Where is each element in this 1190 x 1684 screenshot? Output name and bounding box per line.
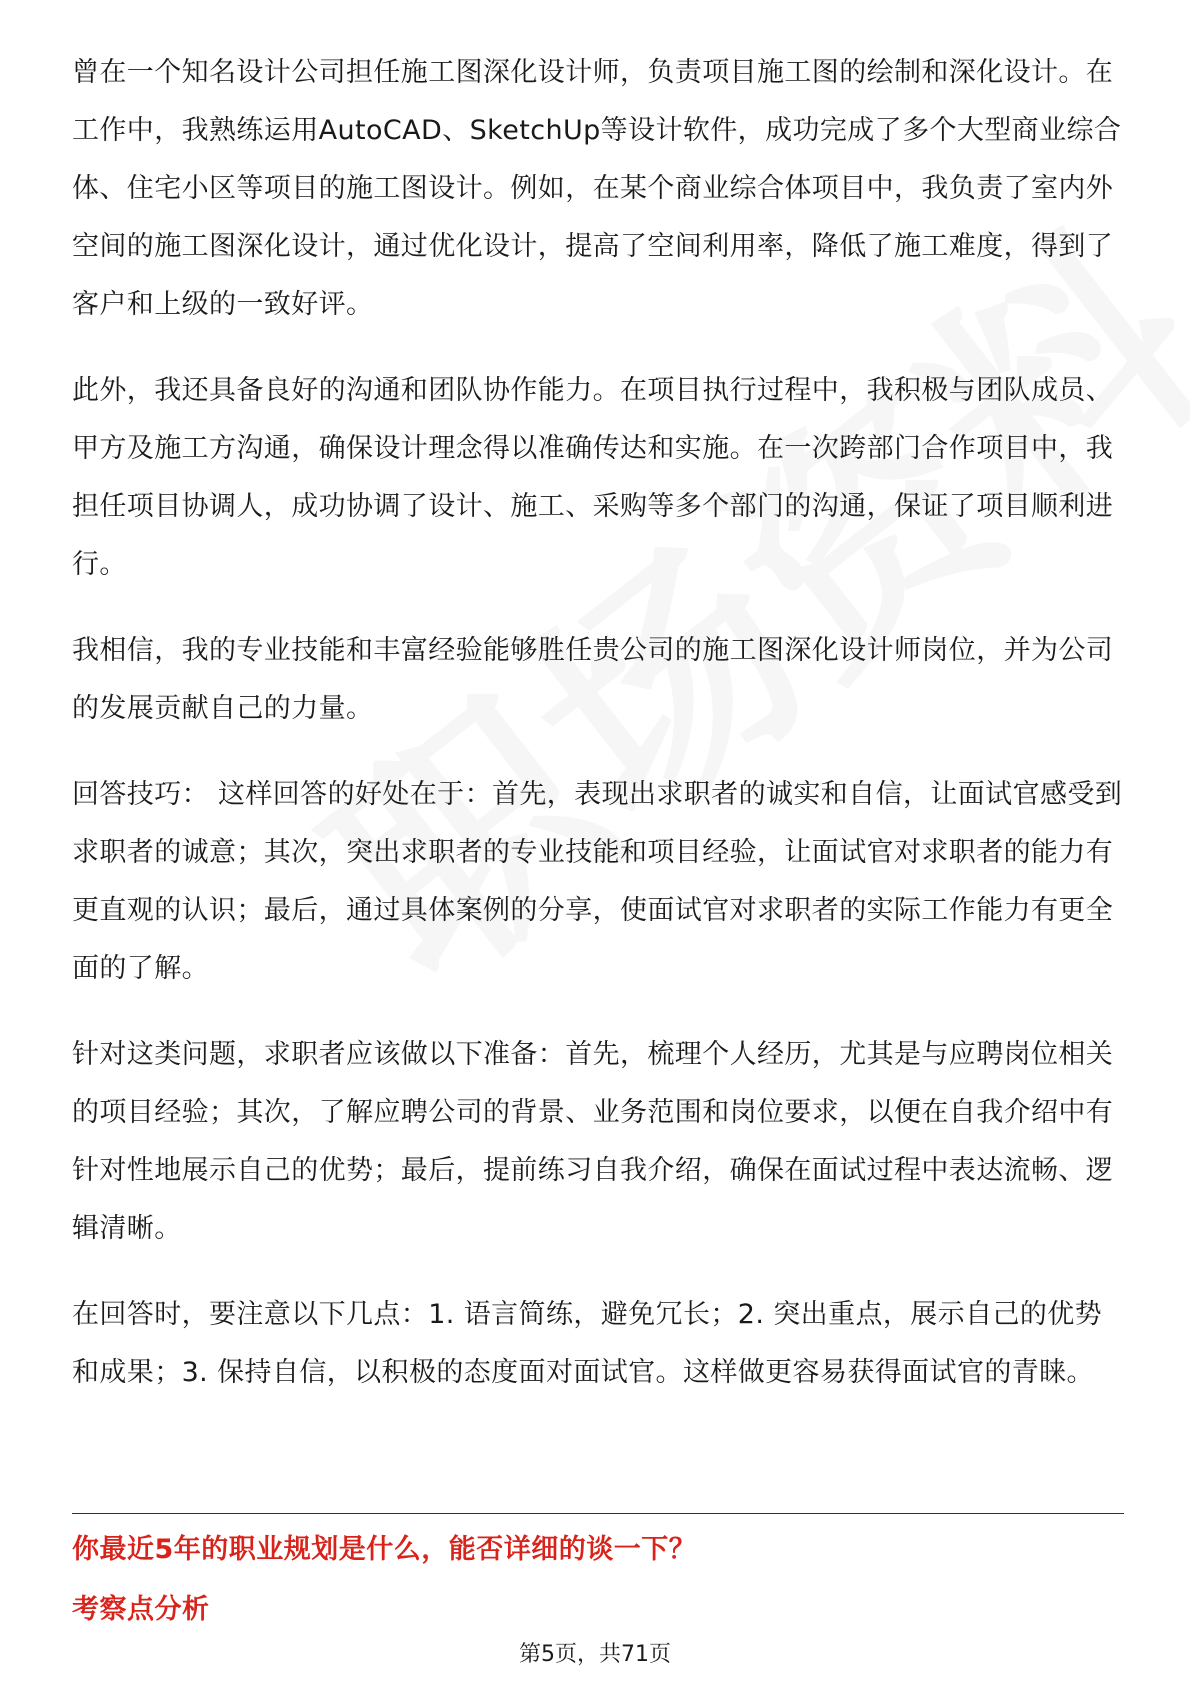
paragraph-answer-tips: 回答技巧： 这样回答的好处在于：首先，表现出求职者的诚实和自信，让面试官感受到求职者的诚意；其次，突出求职者的专业技能和项目经验，让面试官对求职者的能力有更直观的认识；最后，通过具体案例的分享，使面试官对求职者的实际工作能力有更全面的了解。 <box>72 779 1123 984</box>
paragraph-conclusion: 我相信，我的专业技能和丰富经验能够胜任贵公司的施工图深化设计师岗位，并为公司的发展贡献自己的力量。 <box>72 635 1114 724</box>
section-divider <box>72 1513 1124 1514</box>
paragraph-preparation: 针对这类问题，求职者应该做以下准备：首先，梳理个人经历，尤其是与应聘岗位相关的项目经验；其次，了解应聘公司的背景、业务范围和岗位要求，以便在自我介绍中有针对性地展示自己的优势；最后，提前练习自我介绍，确保在面试过程中表达流畅、逻辑清晰。 <box>72 1039 1114 1244</box>
page-number: 第5页，共71页 <box>519 1642 671 1667</box>
document-body <box>72 44 1124 1430</box>
paragraph-notes: 在回答时，要注意以下几点：1. 语言简练，避免冗长；2. 突出重点，展示自己的优势和成果；3. 保持自信，以积极的态度面对面试官。这样做更容易获得面试官的青睐。 <box>72 1299 1103 1388</box>
paragraph-communication: 此外，我还具备良好的沟通和团队协作能力。在项目执行过程中，我积极与团队成员、甲方及施工方沟通，确保设计理念得以准确传达和实施。在一次跨部门合作项目中，我担任项目协调人，成功协调了设计、施工、采购等多个部门的沟通，保证了项目顺利进行。 <box>72 375 1114 580</box>
paragraph-experience: 曾在一个知名设计公司担任施工图深化设计师，负责项目施工图的绘制和深化设计。在工作中，我熟练运用AutoCAD、SketchUp等设计软件，成功完成了多个大型商业综合体、住宅小区等项目的施工图设计。例如，在某个商业综合体项目中，我负责了室内外空间的施工图深化设计，通过优化设计，提高了空间利用率，降低了施工难度，得到了客户和上级的一致好评。 <box>72 57 1122 320</box>
analysis-subheading: 考察点分析 <box>72 1594 210 1625</box>
question-heading: 你最近5年的职业规划是什么，能否详细的谈一下？ <box>72 1534 697 1565</box>
